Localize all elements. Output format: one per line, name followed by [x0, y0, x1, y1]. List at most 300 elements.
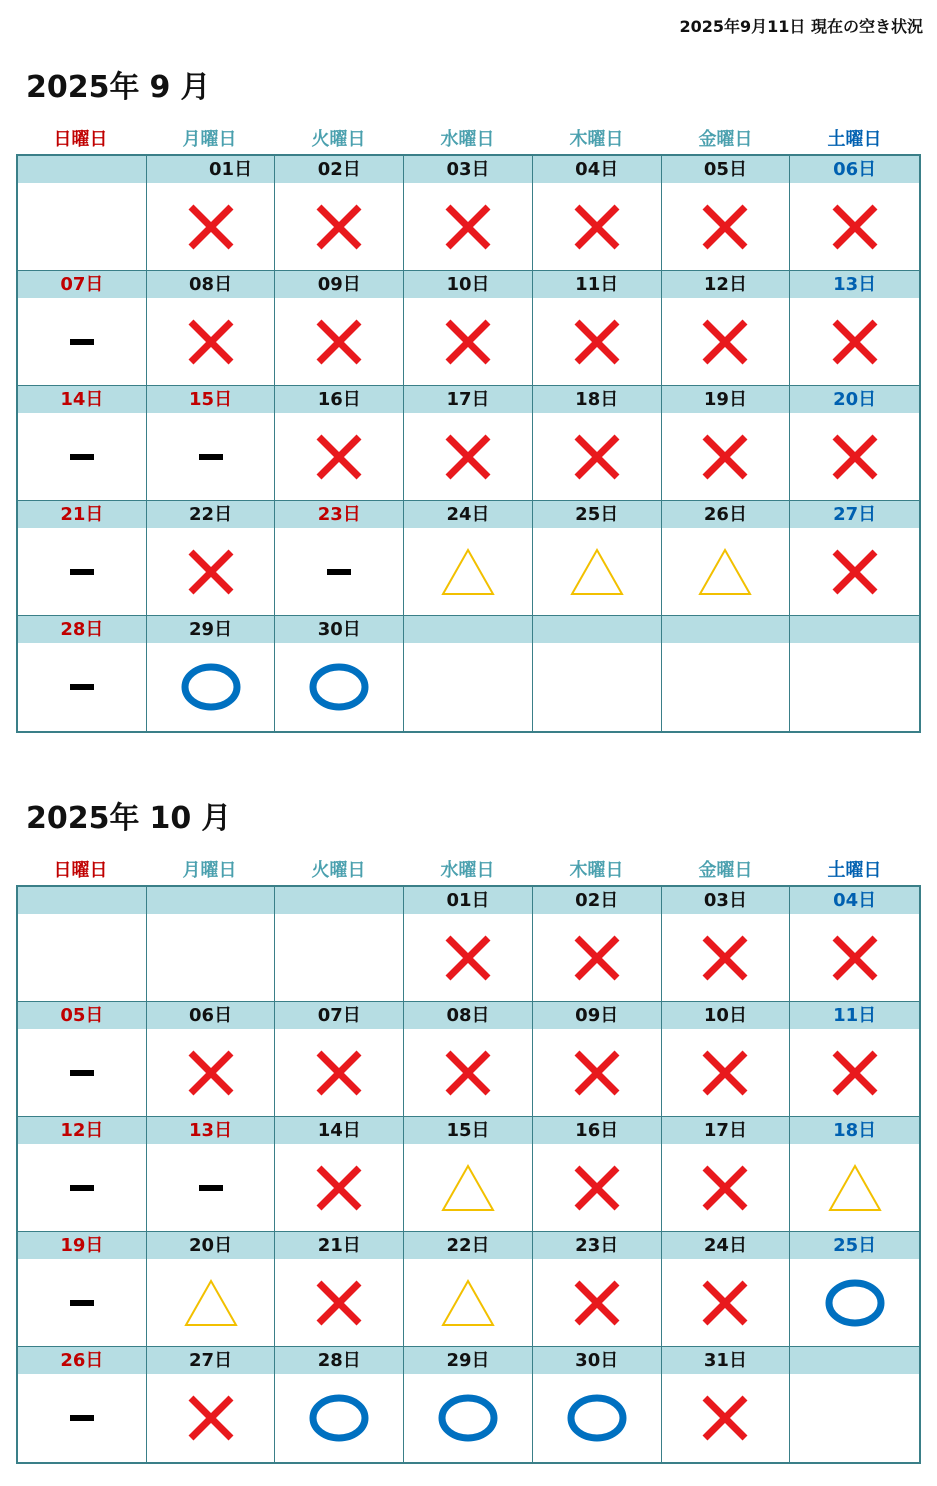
day-number [790, 1347, 919, 1374]
calendar-day-cell [18, 1002, 147, 1117]
day-number: 21日 [275, 1232, 403, 1259]
day-number: 15日 [404, 1117, 532, 1144]
availability-mark [275, 1259, 403, 1346]
availability-mark [533, 528, 661, 615]
circle-icon [824, 1278, 886, 1328]
calendar-day-cell [18, 156, 147, 271]
x-mark-icon [830, 1048, 880, 1098]
x-mark-icon [572, 933, 622, 983]
weekday-label-wednesday: 水曜日 [440, 129, 495, 150]
x-mark-icon [700, 317, 750, 367]
day-number: 30日 [533, 1347, 661, 1374]
availability-mark [18, 1029, 146, 1116]
dash-icon [198, 452, 224, 462]
calendar-day-cell [404, 156, 533, 271]
calendar-day-cell [18, 1232, 147, 1347]
calendar-day-cell [662, 1232, 791, 1347]
calendar-day-cell [275, 156, 404, 271]
triangle-icon [183, 1278, 239, 1328]
calendar-day-cell [147, 1232, 276, 1347]
calendar-day-cell [662, 616, 791, 731]
weekday-label-wednesday: 水曜日 [440, 860, 495, 881]
calendar-day-cell [662, 887, 791, 1002]
weekday-label-saturday: 土曜日 [827, 860, 882, 881]
availability-mark [533, 1374, 661, 1462]
calendar-day-cell [275, 887, 404, 1002]
month-number: 10 [149, 801, 192, 836]
calendar-day-cell [18, 1347, 147, 1462]
x-mark-icon [314, 1278, 364, 1328]
weekday-header-row [16, 857, 921, 885]
availability-mark [18, 1144, 146, 1231]
calendar-day-cell [533, 1002, 662, 1117]
x-mark-icon [186, 1048, 236, 1098]
availability-mark [662, 183, 790, 270]
day-number: 23日 [275, 501, 403, 528]
day-number: 03日 [662, 887, 790, 914]
calendar-day-cell [275, 1347, 404, 1462]
calendar-day-cell [275, 1232, 404, 1347]
availability-mark [147, 1374, 275, 1462]
x-mark-icon [443, 202, 493, 252]
day-number: 02日 [533, 887, 661, 914]
availability-mark [18, 914, 146, 1001]
calendar-day-cell [533, 1232, 662, 1347]
calendar-day-cell [147, 156, 276, 271]
day-number: 06日 [790, 156, 919, 183]
availability-mark [18, 643, 146, 731]
x-mark-icon [572, 1278, 622, 1328]
x-mark-icon [700, 1163, 750, 1213]
day-number: 21日 [18, 501, 146, 528]
calendar-day-cell [404, 1117, 533, 1232]
x-mark-icon [830, 933, 880, 983]
weekday-label-sunday: 日曜日 [53, 129, 108, 150]
dash-icon [69, 682, 95, 692]
day-number: 13日 [790, 271, 919, 298]
day-number: 20日 [147, 1232, 275, 1259]
calendar-day-cell [790, 1232, 919, 1347]
availability-mark [275, 1144, 403, 1231]
availability-mark [662, 1374, 790, 1462]
day-number: 16日 [533, 1117, 661, 1144]
calendar-day-cell [533, 616, 662, 731]
calendar-day-cell [533, 271, 662, 386]
circle-icon [437, 1393, 499, 1443]
x-mark-icon [700, 1278, 750, 1328]
calendar-day-cell [275, 1117, 404, 1232]
calendar-day-cell [662, 1002, 791, 1117]
day-number: 09日 [533, 1002, 661, 1029]
weekday-label-friday: 金曜日 [698, 860, 753, 881]
calendar-day-cell [533, 887, 662, 1002]
availability-mark [404, 914, 532, 1001]
calendar-september [16, 126, 921, 733]
day-number: 09日 [275, 271, 403, 298]
x-mark-icon [443, 1048, 493, 1098]
triangle-icon [569, 547, 625, 597]
calendar-day-cell [790, 1117, 919, 1232]
availability-mark [790, 914, 919, 1001]
availability-mark [662, 1144, 790, 1231]
calendar-day-cell [147, 386, 276, 501]
calendar-day-cell [790, 501, 919, 616]
availability-mark [662, 1259, 790, 1346]
x-mark-icon [572, 432, 622, 482]
weekday-label-monday: 月曜日 [182, 129, 237, 150]
day-number: 17日 [662, 1117, 790, 1144]
day-number: 29日 [147, 616, 275, 643]
availability-mark [533, 914, 661, 1001]
day-number: 29日 [404, 1347, 532, 1374]
day-number: 18日 [533, 386, 661, 413]
day-number: 11日 [790, 1002, 919, 1029]
day-number: 25日 [790, 1232, 919, 1259]
x-mark-icon [443, 317, 493, 367]
availability-mark [662, 528, 790, 615]
day-number: 02日 [275, 156, 403, 183]
day-number [18, 156, 146, 183]
day-number [404, 616, 532, 643]
calendar-day-cell [275, 501, 404, 616]
day-number: 19日 [662, 386, 790, 413]
availability-mark [662, 298, 790, 385]
day-number: 26日 [662, 501, 790, 528]
dash-icon [69, 567, 95, 577]
calendar-day-cell [147, 1347, 276, 1462]
day-number: 05日 [662, 156, 790, 183]
calendar-day-cell [790, 271, 919, 386]
availability-mark [790, 1374, 919, 1462]
calendar-day-cell [404, 1002, 533, 1117]
availability-mark [275, 914, 403, 1001]
availability-mark [533, 298, 661, 385]
availability-mark [404, 643, 532, 731]
weekday-label-thursday: 木曜日 [569, 129, 624, 150]
day-number: 22日 [404, 1232, 532, 1259]
availability-mark [275, 528, 403, 615]
availability-mark [662, 914, 790, 1001]
year-label: 2025年 [26, 70, 140, 105]
day-number [662, 616, 790, 643]
availability-mark [147, 914, 275, 1001]
calendar-day-cell [790, 386, 919, 501]
day-number: 28日 [275, 1347, 403, 1374]
day-number: 24日 [662, 1232, 790, 1259]
month-suffix: 月 [201, 801, 232, 836]
dash-icon [69, 1413, 95, 1423]
x-mark-icon [572, 1163, 622, 1213]
availability-mark [275, 413, 403, 500]
calendar-day-cell [275, 271, 404, 386]
day-number: 05日 [18, 1002, 146, 1029]
calendar-day-cell [662, 1117, 791, 1232]
availability-mark [790, 1029, 919, 1116]
x-mark-icon [700, 432, 750, 482]
month-title-september [26, 62, 210, 106]
availability-mark [790, 1259, 919, 1346]
day-number: 24日 [404, 501, 532, 528]
x-mark-icon [830, 432, 880, 482]
dash-icon [69, 337, 95, 347]
day-number: 10日 [404, 271, 532, 298]
x-mark-icon [700, 1393, 750, 1443]
availability-mark [18, 528, 146, 615]
calendar-day-cell [18, 501, 147, 616]
x-mark-icon [314, 432, 364, 482]
day-number: 20日 [790, 386, 919, 413]
day-number: 07日 [18, 271, 146, 298]
dash-icon [326, 567, 352, 577]
day-number: 06日 [147, 1002, 275, 1029]
calendar-day-cell [533, 1347, 662, 1462]
circle-icon [308, 1393, 370, 1443]
availability-mark [18, 183, 146, 270]
availability-mark [790, 183, 919, 270]
calendar-day-cell [18, 271, 147, 386]
calendar-day-cell [275, 386, 404, 501]
day-number [147, 887, 275, 914]
calendar-grid [16, 885, 921, 1464]
availability-mark [533, 643, 661, 731]
triangle-icon [440, 1278, 496, 1328]
dash-icon [69, 1298, 95, 1308]
availability-mark [790, 643, 919, 731]
availability-mark [147, 528, 275, 615]
calendar-day-cell [404, 271, 533, 386]
calendar-day-cell [662, 1347, 791, 1462]
day-number: 17日 [404, 386, 532, 413]
x-mark-icon [443, 933, 493, 983]
day-number: 30日 [275, 616, 403, 643]
day-number: 08日 [404, 1002, 532, 1029]
x-mark-icon [186, 547, 236, 597]
x-mark-icon [186, 202, 236, 252]
calendar-day-cell [18, 386, 147, 501]
circle-icon [308, 662, 370, 712]
calendar-day-cell [404, 1232, 533, 1347]
x-mark-icon [314, 1048, 364, 1098]
availability-mark [404, 1374, 532, 1462]
dash-icon [198, 1183, 224, 1193]
day-number: 08日 [147, 271, 275, 298]
day-number: 16日 [275, 386, 403, 413]
calendar-day-cell [147, 501, 276, 616]
dash-icon [69, 452, 95, 462]
availability-mark [147, 183, 275, 270]
availability-mark [662, 643, 790, 731]
dash-icon [69, 1183, 95, 1193]
availability-mark [147, 1259, 275, 1346]
day-number: 07日 [275, 1002, 403, 1029]
availability-mark [147, 1029, 275, 1116]
calendar-day-cell [533, 156, 662, 271]
weekday-label-monday: 月曜日 [182, 860, 237, 881]
availability-mark [404, 413, 532, 500]
circle-icon [180, 662, 242, 712]
x-mark-icon [314, 317, 364, 367]
day-number: 01日 [147, 156, 275, 183]
availability-mark [790, 1144, 919, 1231]
x-mark-icon [572, 1048, 622, 1098]
calendar-day-cell [790, 1002, 919, 1117]
calendar-day-cell [147, 887, 276, 1002]
calendar-day-cell [404, 887, 533, 1002]
triangle-icon [440, 1163, 496, 1213]
calendar-day-cell [147, 1002, 276, 1117]
calendar-day-cell [404, 1347, 533, 1462]
calendar-day-cell [533, 1117, 662, 1232]
availability-mark [533, 1144, 661, 1231]
availability-mark [275, 1374, 403, 1462]
day-number: 23日 [533, 1232, 661, 1259]
calendar-day-cell [533, 501, 662, 616]
availability-mark [18, 413, 146, 500]
x-mark-icon [314, 1163, 364, 1213]
x-mark-icon [186, 317, 236, 367]
availability-mark [18, 1374, 146, 1462]
day-number: 13日 [147, 1117, 275, 1144]
availability-mark [662, 1029, 790, 1116]
availability-mark [404, 528, 532, 615]
weekday-label-tuesday: 火曜日 [311, 860, 366, 881]
calendar-day-cell [147, 1117, 276, 1232]
day-number: 31日 [662, 1347, 790, 1374]
x-mark-icon [830, 317, 880, 367]
triangle-icon [440, 547, 496, 597]
calendar-day-cell [790, 1347, 919, 1462]
availability-mark [790, 413, 919, 500]
x-mark-icon [443, 432, 493, 482]
day-number: 25日 [533, 501, 661, 528]
availability-mark [275, 643, 403, 731]
calendar-day-cell [790, 156, 919, 271]
day-number: 27日 [790, 501, 919, 528]
month-number: 9 [149, 70, 171, 105]
availability-mark [404, 1259, 532, 1346]
availability-mark [18, 298, 146, 385]
calendar-day-cell [662, 386, 791, 501]
weekday-header-row [16, 126, 921, 154]
day-number: 12日 [662, 271, 790, 298]
day-number: 04日 [790, 887, 919, 914]
x-mark-icon [314, 202, 364, 252]
availability-mark [147, 643, 275, 731]
availability-mark [662, 413, 790, 500]
x-mark-icon [830, 547, 880, 597]
calendar-day-cell [147, 616, 276, 731]
calendar-day-cell [18, 887, 147, 1002]
dash-icon [69, 1068, 95, 1078]
calendar-day-cell [275, 1002, 404, 1117]
calendar-day-cell [18, 1117, 147, 1232]
year-label: 2025年 [26, 801, 140, 836]
availability-mark [147, 1144, 275, 1231]
day-number: 04日 [533, 156, 661, 183]
calendar-day-cell [533, 386, 662, 501]
availability-mark [404, 183, 532, 270]
availability-mark [404, 1144, 532, 1231]
weekday-label-saturday: 土曜日 [827, 129, 882, 150]
availability-mark [18, 1259, 146, 1346]
month-title-october [26, 793, 231, 837]
day-number [790, 616, 919, 643]
availability-mark [275, 183, 403, 270]
calendar-day-cell [18, 616, 147, 731]
triangle-icon [697, 547, 753, 597]
availability-mark [533, 183, 661, 270]
availability-mark [533, 1259, 661, 1346]
x-mark-icon [700, 1048, 750, 1098]
day-number: 14日 [18, 386, 146, 413]
availability-mark [533, 413, 661, 500]
availability-mark [275, 1029, 403, 1116]
calendar-october [16, 857, 921, 1464]
day-number: 03日 [404, 156, 532, 183]
day-number: 26日 [18, 1347, 146, 1374]
calendar-grid [16, 154, 921, 733]
triangle-icon [827, 1163, 883, 1213]
calendar-day-cell [275, 616, 404, 731]
x-mark-icon [572, 202, 622, 252]
day-number: 15日 [147, 386, 275, 413]
day-number: 10日 [662, 1002, 790, 1029]
calendar-day-cell [662, 501, 791, 616]
calendar-day-cell [662, 271, 791, 386]
day-number: 28日 [18, 616, 146, 643]
weekday-label-friday: 金曜日 [698, 129, 753, 150]
day-number: 11日 [533, 271, 661, 298]
availability-mark [404, 1029, 532, 1116]
weekday-label-sunday: 日曜日 [53, 860, 108, 881]
day-number [533, 616, 661, 643]
x-mark-icon [700, 202, 750, 252]
x-mark-icon [700, 933, 750, 983]
availability-mark [790, 298, 919, 385]
availability-mark [275, 298, 403, 385]
availability-mark [404, 298, 532, 385]
calendar-day-cell [662, 156, 791, 271]
calendar-day-cell [404, 616, 533, 731]
day-number: 27日 [147, 1347, 275, 1374]
circle-icon [566, 1393, 628, 1443]
availability-mark [790, 528, 919, 615]
day-number: 19日 [18, 1232, 146, 1259]
day-number [18, 887, 146, 914]
day-number: 22日 [147, 501, 275, 528]
availability-status-date: 2025年9月11日 現在の空き状況 [679, 17, 923, 36]
availability-mark [147, 413, 275, 500]
month-suffix: 月 [180, 70, 211, 105]
calendar-day-cell [404, 386, 533, 501]
day-number: 01日 [404, 887, 532, 914]
calendar-day-cell [147, 271, 276, 386]
calendar-day-cell [790, 616, 919, 731]
x-mark-icon [572, 317, 622, 367]
day-number: 14日 [275, 1117, 403, 1144]
x-mark-icon [186, 1393, 236, 1443]
availability-mark [533, 1029, 661, 1116]
x-mark-icon [830, 202, 880, 252]
day-number: 18日 [790, 1117, 919, 1144]
weekday-label-tuesday: 火曜日 [311, 129, 366, 150]
availability-mark [147, 298, 275, 385]
weekday-label-thursday: 木曜日 [569, 860, 624, 881]
day-number: 12日 [18, 1117, 146, 1144]
calendar-day-cell [404, 501, 533, 616]
calendar-day-cell [790, 887, 919, 1002]
day-number [275, 887, 403, 914]
